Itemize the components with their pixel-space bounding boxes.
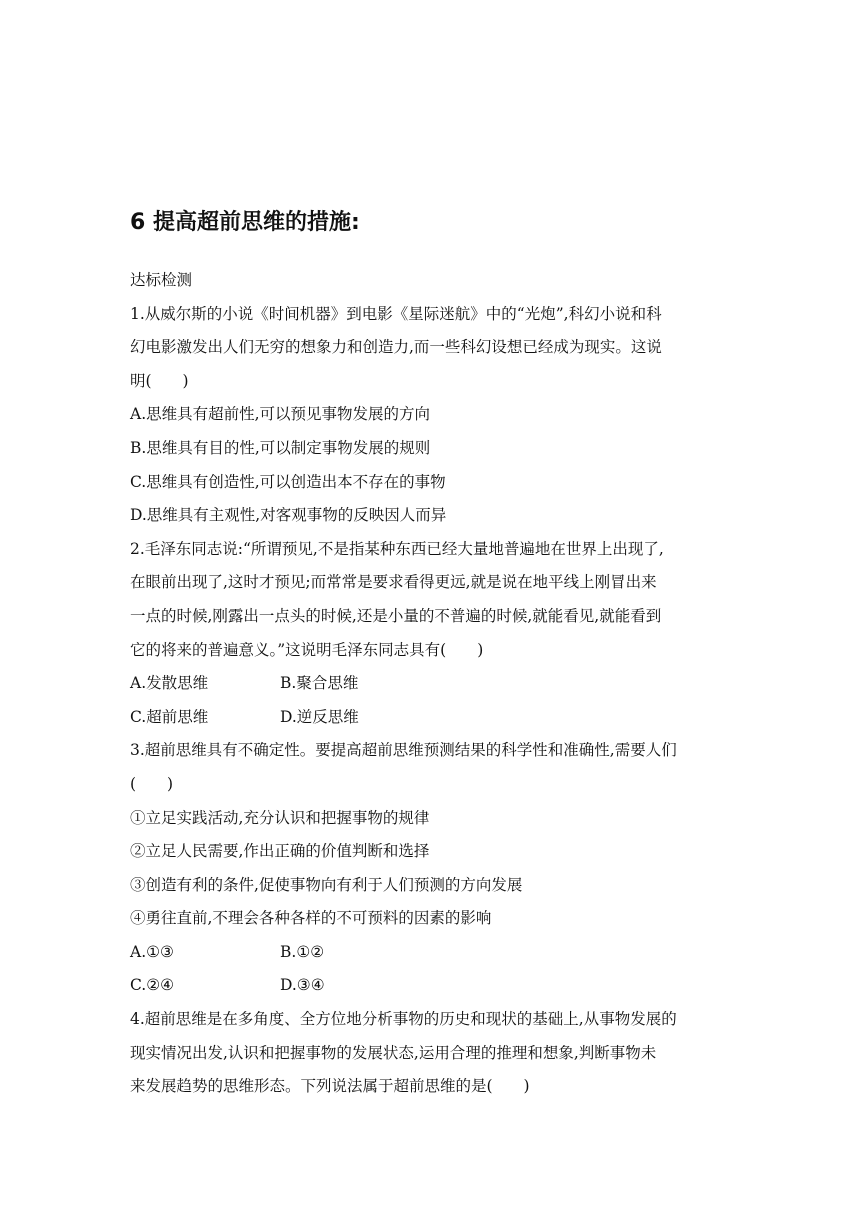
- section-label: 达标检测: [130, 271, 193, 289]
- question-3: [130, 734, 732, 1003]
- option-row: [130, 969, 732, 1003]
- option-a: A.①③: [130, 942, 174, 961]
- option-row: [130, 936, 732, 970]
- question-text-line: ( ): [130, 774, 174, 793]
- option-d: D.逆反思维: [280, 707, 359, 726]
- option-b: B.①②: [280, 942, 325, 961]
- question-text-line: 3.超前思维具有不确定性。要提高超前思维预测结果的科学性和准确性,需要人们: [130, 741, 677, 760]
- statement-1: ①立足实践活动,充分认识和把握事物的规律: [130, 808, 430, 827]
- statement-4: ④勇往直前,不理会各种各样的不可预料的因素的影响: [130, 909, 492, 928]
- option-c: C.超前思维: [130, 707, 209, 726]
- question-text-line: 它的将来的普遍意义。”这说明毛泽东同志具有( ): [130, 640, 484, 659]
- section-heading: 6 提高超前思维的措施:: [130, 210, 360, 235]
- question-2: [130, 533, 732, 735]
- question-text-line: 一点的时候,刚露出一点头的时候,还是小量的不普遍的时候,就能看见,就能看到: [130, 606, 662, 625]
- option-row: [130, 667, 732, 701]
- question-text-line: 2.毛泽东同志说:“所谓预见,不是指某种东西已经大量地普遍地在世界上出现了,: [130, 539, 664, 558]
- option-d: D.③④: [280, 976, 325, 995]
- question-text-line: 现实情况出发,认识和把握事物的发展状态,运用合理的推理和想象,判断事物未: [130, 1043, 657, 1062]
- option-a: A.思维具有超前性,可以预见事物发展的方向: [130, 405, 431, 424]
- question-1: [130, 298, 732, 533]
- option-b: B.聚合思维: [280, 674, 359, 693]
- question-text-line: 1.从威尔斯的小说《时间机器》到电影《星际迷航》中的“光炮”,科幻小说和科: [130, 304, 662, 323]
- option-d: D.思维具有主观性,对客观事物的反映因人而异: [130, 506, 447, 525]
- question-text-line: 明( ): [130, 371, 189, 390]
- question-text-line: 在眼前出现了,这时才预见;而常常是要求看得更远,就是说在地平线上刚冒出来: [130, 573, 657, 592]
- option-b: B.思维具有目的性,可以制定事物发展的规则: [130, 438, 431, 457]
- option-a: A.发散思维: [130, 674, 209, 693]
- option-c: C.②④: [130, 976, 175, 995]
- question-text-line: 来发展趋势的思维形态。下列说法属于超前思维的是( ): [130, 1077, 530, 1096]
- statement-3: ③创造有利的条件,促使事物向有利于人们预测的方向发展: [130, 875, 523, 894]
- question-4: [130, 1003, 732, 1104]
- option-row: [130, 701, 732, 735]
- option-c: C.思维具有创造性,可以创造出本不存在的事物: [130, 472, 446, 491]
- question-body: [130, 264, 732, 1104]
- question-text-line: 4.超前思维是在多角度、全方位地分析事物的历史和现状的基础上,从事物发展的: [130, 1010, 677, 1029]
- statement-2: ②立足人民需要,作出正确的价值判断和选择: [130, 842, 430, 861]
- question-text-line: 幻电影激发出人们无穷的想象力和创造力,而一些科幻设想已经成为现实。这说: [130, 338, 662, 357]
